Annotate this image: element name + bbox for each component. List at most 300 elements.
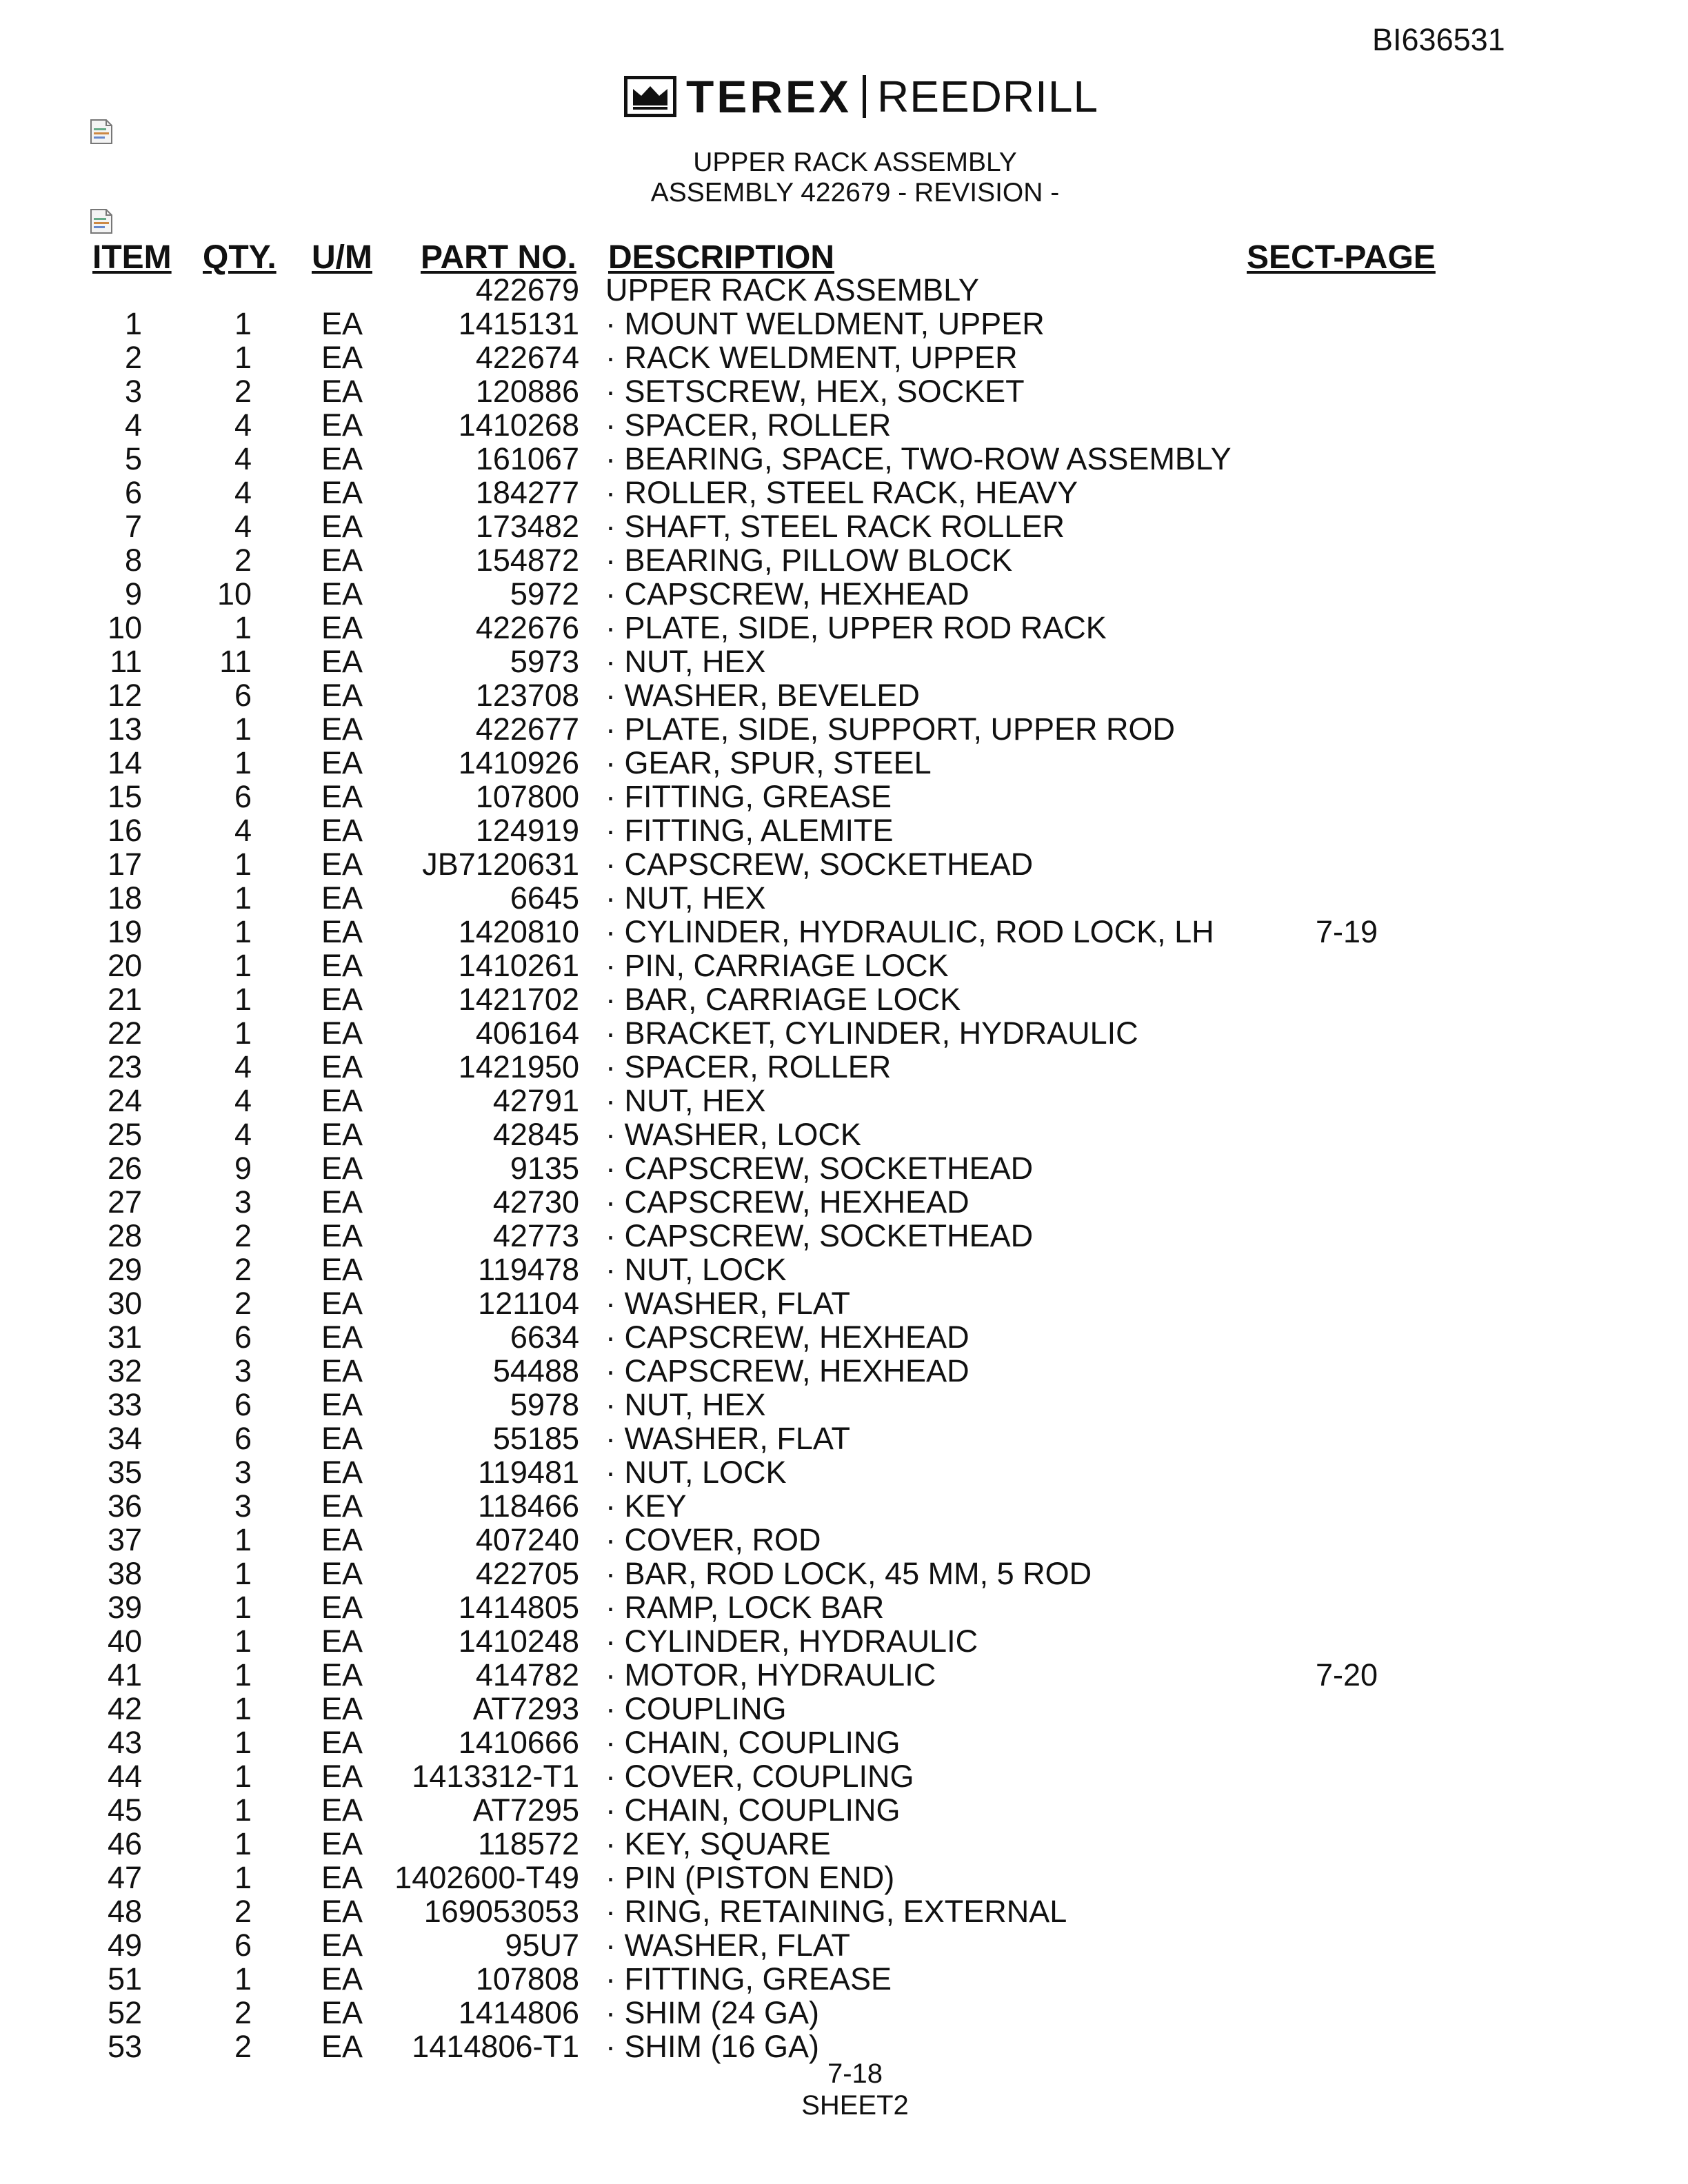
cell-qty: 2	[234, 1995, 252, 2030]
cell-part: 1410666	[458, 1725, 579, 1760]
cell-desc: · CAPSCREW, SOCKETHEAD	[605, 847, 1034, 882]
cell-desc: · WASHER, BEVELED	[605, 678, 920, 713]
table-row	[0, 1590, 1688, 1624]
cell-item: 11	[110, 644, 142, 679]
cell-desc: · BEARING, SPACE, TWO-ROW ASSEMBLY	[605, 441, 1232, 476]
brand-name-reedrill: REEDRILL	[877, 72, 1099, 121]
cell-qty: 9	[234, 1151, 252, 1186]
table-row	[0, 1354, 1688, 1388]
cell-qty: 4	[234, 509, 252, 544]
cell-part: 1415131	[458, 306, 579, 341]
cell-desc: · NUT, LOCK	[605, 1455, 787, 1490]
cell-um: EA	[321, 1725, 363, 1760]
cell-um: EA	[321, 610, 363, 645]
cell-part: 5973	[510, 644, 579, 679]
cell-part: 124919	[475, 813, 579, 848]
cell-um: EA	[321, 847, 363, 882]
cell-item: 23	[107, 1049, 142, 1084]
cell-um: EA	[321, 1117, 363, 1152]
cell-item: 41	[107, 1657, 142, 1692]
embedded-document-icon[interactable]	[90, 119, 113, 145]
cell-desc: · CAPSCREW, HEXHEAD	[605, 1184, 969, 1220]
cell-desc: · CAPSCREW, HEXHEAD	[605, 1320, 969, 1355]
cell-item: 40	[107, 1624, 142, 1659]
cell-item: 8	[124, 543, 142, 578]
cell-item: 20	[107, 948, 142, 983]
cell-desc: · KEY, SQUARE	[605, 1826, 831, 1861]
cell-qty: 1	[234, 1691, 252, 1726]
cell-qty: 1	[234, 610, 252, 645]
cell-um: EA	[321, 880, 363, 916]
cell-desc: · MOUNT WELDMENT, UPPER	[605, 306, 1045, 341]
cell-desc: · COVER, ROD	[605, 1522, 821, 1557]
cell-item: 39	[107, 1590, 142, 1625]
cell-desc: · ROLLER, STEEL RACK, HEAVY	[605, 475, 1078, 510]
table-row	[0, 577, 1688, 611]
cell-part: 407240	[475, 1522, 579, 1557]
cell-part: 42773	[492, 1218, 579, 1253]
cell-item: 26	[107, 1151, 142, 1186]
cell-um: EA	[321, 813, 363, 848]
cell-um: EA	[321, 1522, 363, 1557]
cell-item: 3	[124, 374, 142, 409]
cell-um: EA	[321, 948, 363, 983]
cell-um: EA	[321, 1049, 363, 1084]
cell-item: 37	[107, 1522, 142, 1557]
cell-um: EA	[321, 1961, 363, 1996]
cell-desc: · BAR, CARRIAGE LOCK	[605, 982, 961, 1017]
cell-part: 118466	[478, 1488, 579, 1524]
cell-item: 53	[107, 2029, 142, 2064]
cell-qty: 3	[234, 1488, 252, 1524]
table-row	[0, 1489, 1688, 1523]
cell-item: 47	[107, 1860, 142, 1895]
cell-item: 22	[107, 1015, 142, 1051]
cell-part: 55185	[492, 1421, 579, 1456]
table-row	[0, 1422, 1688, 1455]
cell-qty: 1	[234, 914, 252, 949]
cell-item: 33	[107, 1387, 142, 1422]
cell-um: EA	[321, 1320, 363, 1355]
cell-desc: · NUT, HEX	[605, 880, 766, 916]
cell-desc: · SETSCREW, HEX, SOCKET	[605, 374, 1025, 409]
cell-desc: · SPACER, ROLLER	[605, 1049, 892, 1084]
cell-part: 1410926	[458, 745, 579, 780]
table-row	[0, 949, 1688, 982]
header-um: U/M	[312, 239, 372, 276]
cell-part: 95U7	[505, 1928, 579, 1963]
cell-qty: 1	[234, 1522, 252, 1557]
cell-desc: · KEY	[605, 1488, 687, 1524]
cell-part: 422679	[475, 272, 579, 307]
cell-item: 18	[107, 880, 142, 916]
assembly-subtitle: ASSEMBLY 422679 - REVISION -	[650, 178, 1060, 208]
table-row	[0, 1151, 1688, 1185]
cell-qty: 1	[234, 880, 252, 916]
cell-qty: 10	[217, 576, 252, 611]
table-row	[0, 1793, 1688, 1827]
cell-item: 31	[107, 1320, 142, 1355]
cell-item: 38	[107, 1556, 142, 1591]
cell-qty: 6	[234, 678, 252, 713]
table-row	[0, 1962, 1688, 1996]
cell-qty: 2	[234, 1218, 252, 1253]
table-row	[0, 1759, 1688, 1793]
cell-um: EA	[321, 1691, 363, 1726]
cell-um: EA	[321, 340, 363, 375]
header-part-no: PART NO.	[421, 239, 576, 276]
cell-qty: 1	[234, 948, 252, 983]
table-row	[0, 408, 1688, 442]
table-row	[0, 1320, 1688, 1354]
cell-part: 5972	[510, 576, 579, 611]
table-row	[0, 1894, 1688, 1928]
cell-um: EA	[321, 475, 363, 510]
cell-part: 1414806	[458, 1995, 579, 2030]
cell-qty: 4	[234, 407, 252, 443]
cell-item: 4	[124, 407, 142, 443]
cell-item: 45	[107, 1792, 142, 1828]
cell-desc: · SHIM (24 GA)	[605, 1995, 820, 2030]
table-row	[0, 1658, 1688, 1692]
table-row	[0, 273, 1688, 307]
cell-qty: 2	[234, 1252, 252, 1287]
cell-desc: · BEARING, PILLOW BLOCK	[605, 543, 1013, 578]
table-row	[0, 982, 1688, 1016]
cell-um: EA	[321, 1387, 363, 1422]
cell-desc: · COVER, COUPLING	[605, 1759, 914, 1794]
cell-um: EA	[321, 1488, 363, 1524]
cell-desc: · FITTING, GREASE	[605, 1961, 892, 1996]
cell-desc: · WASHER, LOCK	[605, 1117, 861, 1152]
cell-um: EA	[321, 1928, 363, 1963]
cell-qty: 4	[234, 1083, 252, 1118]
table-row	[0, 1185, 1688, 1219]
cell-part: 1414806-T1	[412, 2029, 579, 2064]
table-row	[0, 1118, 1688, 1151]
cell-part: 173482	[475, 509, 579, 544]
cell-part: 42791	[492, 1083, 579, 1118]
table-row	[0, 1557, 1688, 1590]
cell-part: 1413312-T1	[412, 1759, 579, 1794]
header-description: DESCRIPTION	[608, 239, 835, 276]
cell-um: EA	[321, 1590, 363, 1625]
cell-um: EA	[321, 1184, 363, 1220]
cell-part: 6645	[510, 880, 579, 916]
cell-desc: · WASHER, FLAT	[605, 1928, 851, 1963]
cell-um: EA	[321, 914, 363, 949]
cell-part: 54488	[492, 1353, 579, 1388]
cell-desc: · COUPLING	[605, 1691, 787, 1726]
cell-part: 119478	[478, 1252, 579, 1287]
table-row	[0, 1050, 1688, 1084]
cell-item: 7	[124, 509, 142, 544]
table-row	[0, 374, 1688, 408]
table-row	[0, 1996, 1688, 2030]
cell-item: 6	[124, 475, 142, 510]
cell-desc: · CYLINDER, HYDRAULIC, ROD LOCK, LH	[605, 914, 1214, 949]
cell-item: 24	[107, 1083, 142, 1118]
cell-part: 107808	[475, 1961, 579, 1996]
cell-um: EA	[321, 407, 363, 443]
cell-um: EA	[321, 1556, 363, 1591]
cell-um: EA	[321, 1421, 363, 1456]
cell-qty: 4	[234, 1049, 252, 1084]
cell-item: 15	[107, 779, 142, 814]
table-row	[0, 746, 1688, 780]
table-row	[0, 1861, 1688, 1894]
cell-part: 422674	[475, 340, 579, 375]
table-row	[0, 1692, 1688, 1726]
cell-qty: 1	[234, 1624, 252, 1659]
cell-item: 14	[107, 745, 142, 780]
cell-item: 16	[107, 813, 142, 848]
cell-sect: 7-20	[1316, 1657, 1378, 1692]
brand-divider	[863, 75, 866, 118]
cell-desc: · RING, RETAINING, EXTERNAL	[605, 1894, 1067, 1929]
cell-qty: 1	[234, 1657, 252, 1692]
cell-qty: 6	[234, 779, 252, 814]
table-row	[0, 645, 1688, 678]
cell-item: 49	[107, 1928, 142, 1963]
cell-qty: 3	[234, 1353, 252, 1388]
cell-desc: · CHAIN, COUPLING	[605, 1725, 901, 1760]
cell-part: 1410261	[458, 948, 579, 983]
cell-desc: UPPER RACK ASSEMBLY	[605, 272, 979, 307]
parts-list	[0, 273, 1688, 2063]
cell-desc: · NUT, HEX	[605, 1387, 766, 1422]
table-row	[0, 543, 1688, 577]
cell-desc: · SHIM (16 GA)	[605, 2029, 820, 2064]
cell-item: 12	[107, 678, 142, 713]
cell-um: EA	[321, 1455, 363, 1490]
table-row	[0, 341, 1688, 374]
table-row	[0, 847, 1688, 881]
cell-um: EA	[321, 374, 363, 409]
cell-qty: 2	[234, 374, 252, 409]
cell-desc: · CYLINDER, HYDRAULIC	[605, 1624, 978, 1659]
cell-desc: · CAPSCREW, HEXHEAD	[605, 576, 969, 611]
cell-qty: 6	[234, 1387, 252, 1422]
cell-um: EA	[321, 678, 363, 713]
cell-item: 2	[124, 340, 142, 375]
cell-qty: 4	[234, 1117, 252, 1152]
cell-desc: · NUT, HEX	[605, 644, 766, 679]
cell-item: 21	[107, 982, 142, 1017]
sheet-label: SHEET2	[801, 2090, 909, 2121]
cell-part: 422677	[475, 711, 579, 747]
cell-desc: · WASHER, FLAT	[605, 1421, 851, 1456]
cell-um: EA	[321, 711, 363, 747]
cell-qty: 1	[234, 1792, 252, 1828]
cell-um: EA	[321, 1860, 363, 1895]
cell-qty: 4	[234, 813, 252, 848]
cell-qty: 2	[234, 2029, 252, 2064]
cell-um: EA	[321, 1759, 363, 1794]
cell-item: 30	[107, 1286, 142, 1321]
cell-item: 17	[107, 847, 142, 882]
cell-sect: 7-19	[1316, 914, 1378, 949]
cell-qty: 1	[234, 1590, 252, 1625]
cell-qty: 6	[234, 1928, 252, 1963]
table-row	[0, 881, 1688, 915]
cell-desc: · MOTOR, HYDRAULIC	[605, 1657, 936, 1692]
cell-part: 184277	[475, 475, 579, 510]
table-row	[0, 1827, 1688, 1861]
table-row	[0, 1084, 1688, 1118]
cell-item: 1	[124, 306, 142, 341]
table-row	[0, 1253, 1688, 1286]
cell-um: EA	[321, 2029, 363, 2064]
cell-part: 1420810	[458, 914, 579, 949]
cell-qty: 1	[234, 982, 252, 1017]
cell-um: EA	[321, 745, 363, 780]
cell-item: 44	[107, 1759, 142, 1794]
cell-desc: · BAR, ROD LOCK, 45 MM, 5 ROD	[605, 1556, 1092, 1591]
cell-qty: 1	[234, 1961, 252, 1996]
cell-qty: 6	[234, 1421, 252, 1456]
cell-item: 29	[107, 1252, 142, 1287]
table-row	[0, 476, 1688, 509]
cell-item: 52	[107, 1995, 142, 2030]
cell-um: EA	[321, 779, 363, 814]
cell-qty: 3	[234, 1455, 252, 1490]
cell-item: 25	[107, 1117, 142, 1152]
cell-part: JB7120631	[422, 847, 579, 882]
cell-desc: · RACK WELDMENT, UPPER	[605, 340, 1018, 375]
cell-part: 422705	[475, 1556, 579, 1591]
cell-qty: 1	[234, 340, 252, 375]
table-row	[0, 442, 1688, 476]
cell-qty: 4	[234, 441, 252, 476]
cell-qty: 2	[234, 1894, 252, 1929]
page-number: 7-18	[827, 2059, 883, 2089]
table-row	[0, 307, 1688, 341]
cell-part: 5978	[510, 1387, 579, 1422]
cell-part: 169053053	[423, 1894, 579, 1929]
cell-desc: · PLATE, SIDE, UPPER ROD RACK	[605, 610, 1107, 645]
table-row	[0, 1219, 1688, 1253]
cell-qty: 6	[234, 1320, 252, 1355]
cell-qty: 1	[234, 711, 252, 747]
cell-part: 1414805	[458, 1590, 579, 1625]
table-row	[0, 1726, 1688, 1759]
cell-item: 46	[107, 1826, 142, 1861]
cell-part: 1421702	[458, 982, 579, 1017]
cell-item: 5	[124, 441, 142, 476]
cell-part: AT7293	[472, 1691, 579, 1726]
table-row	[0, 915, 1688, 949]
cell-um: EA	[321, 1792, 363, 1828]
cell-item: 43	[107, 1725, 142, 1760]
cell-um: EA	[321, 1826, 363, 1861]
cell-um: EA	[321, 1624, 363, 1659]
table-row	[0, 1624, 1688, 1658]
header-item: ITEM	[92, 239, 172, 276]
cell-desc: · CAPSCREW, SOCKETHEAD	[605, 1218, 1034, 1253]
cell-um: EA	[321, 1657, 363, 1692]
table-row	[0, 509, 1688, 543]
table-row	[0, 712, 1688, 746]
cell-qty: 1	[234, 1860, 252, 1895]
table-row	[0, 780, 1688, 813]
cell-part: 406164	[475, 1015, 579, 1051]
cell-um: EA	[321, 1894, 363, 1929]
cell-um: EA	[321, 1015, 363, 1051]
page-title: UPPER RACK ASSEMBLY	[693, 148, 1017, 177]
cell-um: EA	[321, 306, 363, 341]
cell-desc: · CHAIN, COUPLING	[605, 1792, 901, 1828]
terex-crown-icon	[624, 76, 676, 117]
cell-item: 42	[107, 1691, 142, 1726]
cell-item: 35	[107, 1455, 142, 1490]
cell-item: 10	[107, 610, 142, 645]
cell-part: 1410268	[458, 407, 579, 443]
cell-desc: · RAMP, LOCK BAR	[605, 1590, 885, 1625]
cell-desc: · PIN (PISTON END)	[605, 1860, 895, 1895]
table-row	[0, 1286, 1688, 1320]
cell-qty: 4	[234, 475, 252, 510]
cell-desc: · CAPSCREW, HEXHEAD	[605, 1353, 969, 1388]
cell-part: 1421950	[458, 1049, 579, 1084]
cell-qty: 1	[234, 1725, 252, 1760]
cell-um: EA	[321, 1252, 363, 1287]
cell-part: 107800	[475, 779, 579, 814]
cell-desc: · FITTING, GREASE	[605, 779, 892, 814]
cell-item: 9	[124, 576, 142, 611]
cell-item: 28	[107, 1218, 142, 1253]
cell-part: 119481	[478, 1455, 579, 1490]
cell-item: 34	[107, 1421, 142, 1456]
cell-part: 9135	[510, 1151, 579, 1186]
header-sect-page: SECT-PAGE	[1247, 239, 1436, 276]
cell-item: 51	[107, 1961, 142, 1996]
cell-qty: 1	[234, 1556, 252, 1591]
cell-part: 414782	[475, 1657, 579, 1692]
cell-desc: · SPACER, ROLLER	[605, 407, 892, 443]
embedded-document-icon[interactable]	[90, 208, 113, 234]
document-id: BI636531	[1372, 22, 1505, 57]
cell-um: EA	[321, 441, 363, 476]
cell-qty: 1	[234, 1826, 252, 1861]
cell-qty: 3	[234, 1184, 252, 1220]
cell-um: EA	[321, 543, 363, 578]
cell-part: AT7295	[472, 1792, 579, 1828]
cell-um: EA	[321, 1083, 363, 1118]
brand-name-terex: TEREX	[686, 71, 852, 122]
cell-desc: · WASHER, FLAT	[605, 1286, 851, 1321]
cell-part: 123708	[475, 678, 579, 713]
cell-um: EA	[321, 1286, 363, 1321]
table-row	[0, 1455, 1688, 1489]
cell-desc: · CAPSCREW, SOCKETHEAD	[605, 1151, 1034, 1186]
cell-qty: 2	[234, 543, 252, 578]
cell-qty: 1	[234, 1015, 252, 1051]
table-row	[0, 1388, 1688, 1422]
cell-item: 19	[107, 914, 142, 949]
cell-um: EA	[321, 1151, 363, 1186]
cell-desc: · GEAR, SPUR, STEEL	[605, 745, 932, 780]
cell-desc: · BRACKET, CYLINDER, HYDRAULIC	[605, 1015, 1138, 1051]
cell-qty: 1	[234, 847, 252, 882]
header-qty: QTY.	[203, 239, 277, 276]
cell-part: 1410248	[458, 1624, 579, 1659]
cell-qty: 1	[234, 1759, 252, 1794]
cell-part: 42845	[492, 1117, 579, 1152]
cell-qty: 11	[219, 644, 252, 679]
cell-part: 1402600-T49	[394, 1860, 579, 1895]
cell-item: 13	[107, 711, 142, 747]
